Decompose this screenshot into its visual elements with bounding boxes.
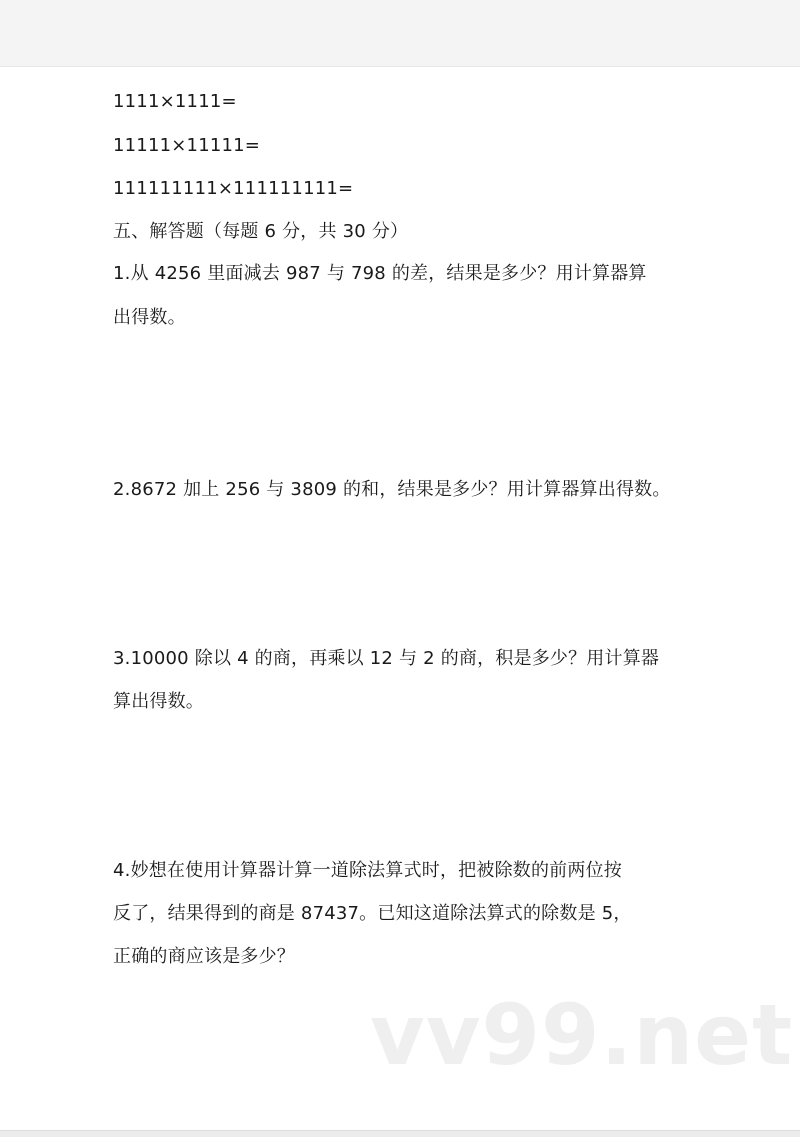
- question-4-line-3: 正确的商应该是多少？: [113, 946, 295, 967]
- calc-line-2: 11111×11111=: [113, 135, 261, 156]
- question-1-line-1: 1.从 4256 里面减去 987 与 798 的差，结果是多少？用计算器算: [113, 263, 647, 284]
- section-heading: 五、解答题（每题 6 分，共 30 分）: [113, 221, 409, 242]
- question-2-line-1: 2.8672 加上 256 与 3809 的和，结果是多少？用计算器算出得数。: [113, 479, 671, 500]
- calc-line-3: 111111111×111111111=: [113, 178, 354, 199]
- question-1-line-2: 出得数。: [113, 307, 186, 328]
- question-3-line-1: 3.10000 除以 4 的商，再乘以 12 与 2 的商，积是多少？用计算器: [113, 648, 660, 669]
- question-3-line-2: 算出得数。: [113, 691, 204, 712]
- question-4-line-1: 4.妙想在使用计算器计算一道除法算式时，把被除数的前两位按: [113, 860, 622, 881]
- watermark: vv99.net: [370, 986, 794, 1084]
- page-bottom-edge: [0, 1130, 800, 1137]
- page-top-margin: [0, 0, 800, 67]
- question-4-line-2: 反了，结果得到的商是 87437。已知这道除法算式的除数是 5，: [113, 903, 632, 924]
- calc-line-1: 1111×1111=: [113, 91, 237, 112]
